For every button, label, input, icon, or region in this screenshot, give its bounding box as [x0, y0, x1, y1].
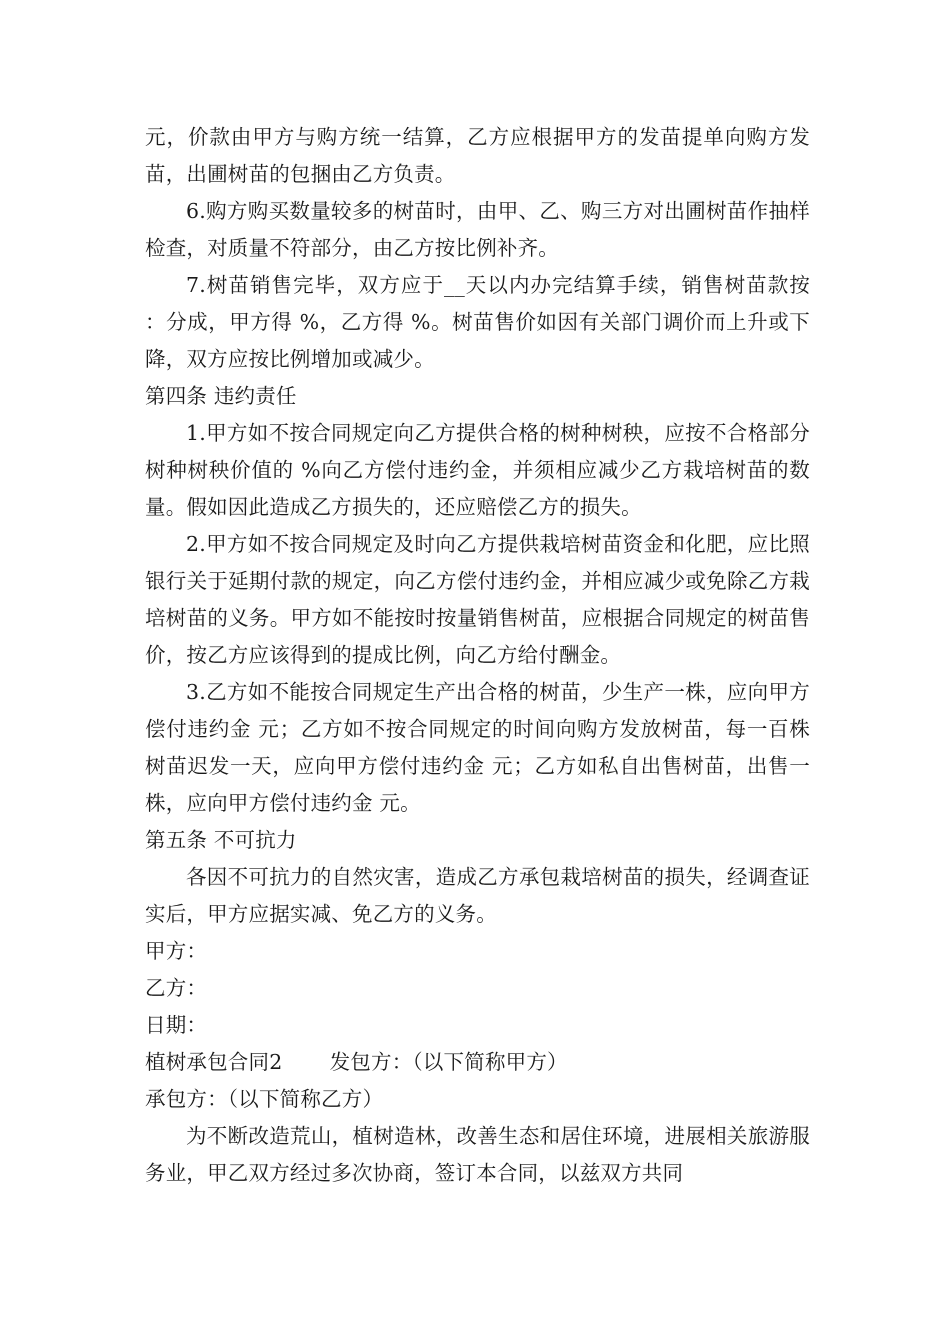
- paragraph-force-majeure: 各因不可抗力的自然灾害，造成乙方承包栽培树苗的损失，经调查证实后，甲方应据实减、免乙方的义务。: [145, 865, 810, 926]
- contract-2-header-line: [145, 1044, 810, 1081]
- contract-2-party-b: 承包方：（以下简称乙方）: [145, 1087, 384, 1111]
- paragraph-payment-settlement: 元，价款由甲方与购方统一结算，乙方应根据甲方的发苗提单向购方发苗，出圃树苗的包捆由乙方负责。: [145, 125, 810, 186]
- paragraph-clause-7: 7.树苗销售完毕，双方应于__天以内办完结算手续，销售树苗款按 ：分成，甲方得 %，乙方得 %。树苗售价如因有关部门调价而上升或下降，双方应按比例增加或减少。: [145, 273, 810, 371]
- contract-2-intro: 为不断改造荒山，植树造林，改善生态和居住环境，进展相关旅游服务业，甲乙双方经过多次协商，签订本合同，以兹双方共同: [145, 1124, 810, 1185]
- signature-party-a: 甲方：: [145, 939, 208, 963]
- paragraph-breach-1: 1.甲方如不按合同规定向乙方提供合格的树种树秧，应按不合格部分树种树秧价值的 %向乙方偿付违约金，并须相应减少乙方栽培树苗的数量。假如因此造成乙方损失的，还应赔偿乙方的损失。: [145, 421, 810, 519]
- paragraph-clause-6: 6.购方购买数量较多的树苗时，由甲、乙、购三方对出圃树苗作抽样检查，对质量不符部分，由乙方按比例补齐。: [145, 199, 810, 260]
- section-heading-article-5: 第五条 不可抗力: [145, 828, 297, 852]
- section-heading-article-4: 第四条 违约责任: [145, 384, 297, 408]
- contract-2-party-a: 发包方：（以下简称甲方）: [329, 1050, 568, 1074]
- signature-date: 日期：: [145, 1013, 208, 1037]
- contract-2-title: 植树承包合同2: [145, 1050, 283, 1074]
- paragraph-breach-3: 3.乙方如不能按合同规定生产出合格的树苗，少生产一株，应向甲方偿付违约金 元；乙方如不按合同规定的时间向购方发放树苗，每一百株树苗迟发一天，应向甲方偿付违约金 元；乙方如私自出售树苗，出售一株，应向甲方偿付违约金 元。: [145, 680, 810, 815]
- document-body: [145, 119, 810, 1192]
- paragraph-breach-2: 2.甲方如不按合同规定及时向乙方提供栽培树苗资金和化肥，应比照银行关于延期付款的规定，向乙方偿付违约金，并相应减少或免除乙方栽培树苗的义务。甲方如不能按时按量销售树苗，应根据合同规定的树苗售价，按乙方应该得到的提成比例，向乙方给付酬金。: [145, 532, 810, 667]
- signature-party-b: 乙方：: [145, 976, 208, 1000]
